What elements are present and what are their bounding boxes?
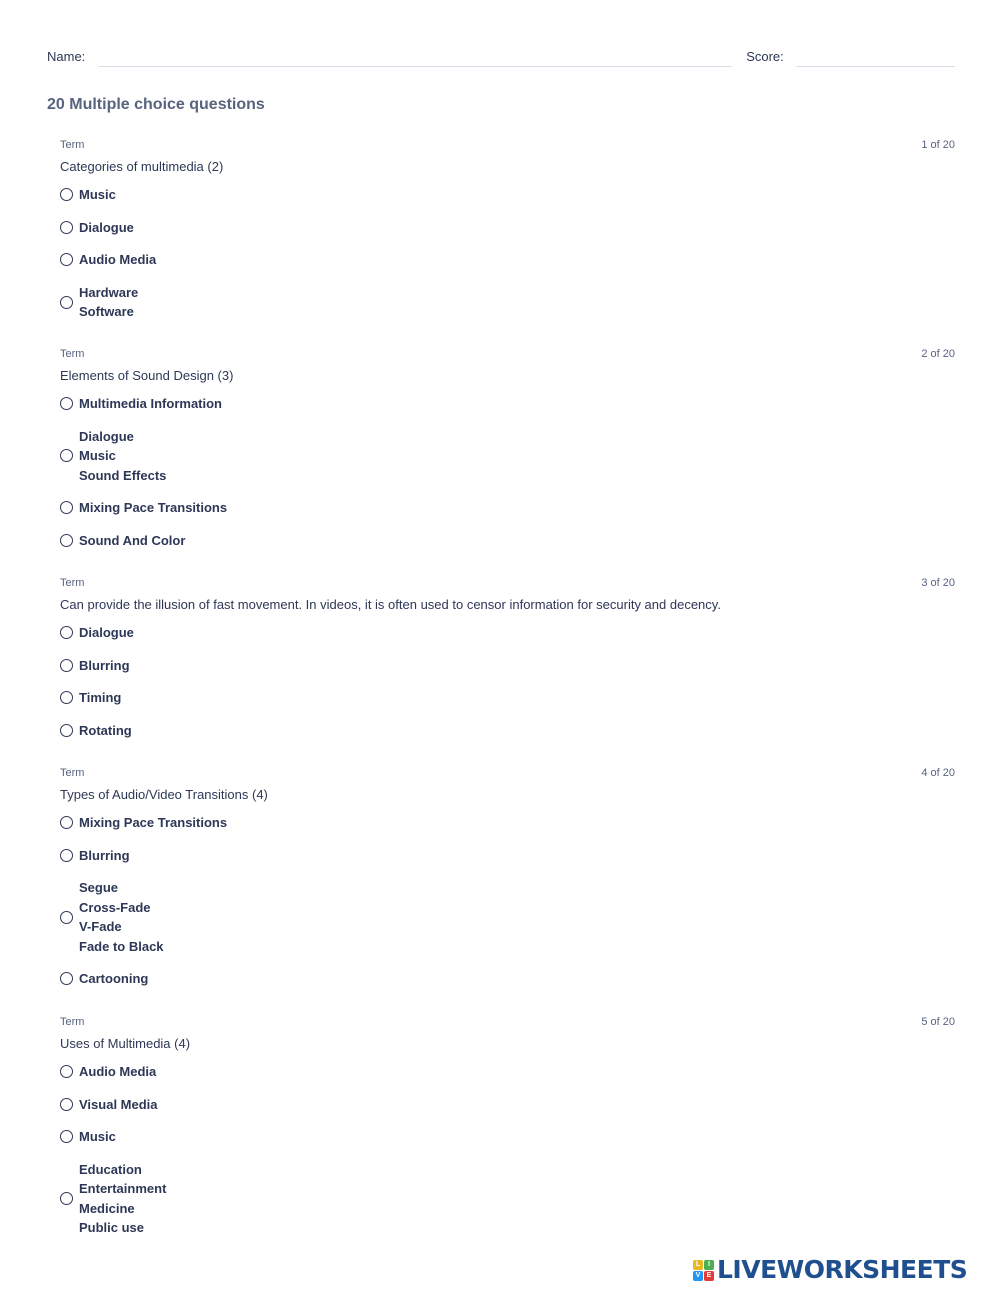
answer-options <box>60 1062 955 1238</box>
question-counter: 4 of 20 <box>921 767 955 779</box>
answer-option-line: Dialogue <box>79 219 134 235</box>
question-text: Can provide the illusion of fast movement. In videos, it is often used to censor information for security and decency. <box>60 597 721 612</box>
name-field[interactable] <box>99 48 732 67</box>
liveworksheets-logo <box>693 1255 967 1285</box>
radio-button-icon[interactable] <box>60 626 73 639</box>
answer-options <box>60 394 955 550</box>
section-title: 20 Multiple choice questions <box>47 96 265 113</box>
answer-option-label <box>79 1127 116 1147</box>
score-label: Score: <box>746 49 784 64</box>
radio-button-icon[interactable] <box>60 1130 73 1143</box>
answer-option-label <box>79 656 130 676</box>
answer-option[interactable] <box>60 1062 955 1082</box>
logo-mark-square: V <box>693 1271 703 1281</box>
answer-option-line: Software <box>79 304 134 319</box>
logo-mark-square: I <box>704 1260 714 1270</box>
radio-button-icon[interactable] <box>60 691 73 704</box>
answer-option-line: Multimedia Information <box>79 396 222 411</box>
answer-option-label <box>79 218 134 238</box>
question-4 <box>60 765 955 1002</box>
question-counter: 5 of 20 <box>921 1016 955 1028</box>
answer-option[interactable] <box>60 185 955 205</box>
radio-button-icon[interactable] <box>60 501 73 514</box>
answer-option-line: Segue <box>79 880 119 895</box>
answer-option[interactable] <box>60 498 955 518</box>
answer-option[interactable] <box>60 688 955 708</box>
answer-option-label <box>79 498 227 518</box>
question-header <box>60 765 955 781</box>
answer-option-label <box>79 427 166 486</box>
answer-option-line: Cartooning <box>79 971 149 986</box>
answer-option[interactable] <box>60 813 955 833</box>
answer-option-label <box>79 250 156 270</box>
name-label: Name: <box>47 49 86 64</box>
radio-button-icon[interactable] <box>60 816 73 829</box>
answer-option-label <box>79 688 121 708</box>
answer-option-label <box>79 623 134 643</box>
answer-option-label <box>79 394 222 414</box>
question-text: Types of Audio/Video Transitions (4) <box>60 787 268 802</box>
answer-option[interactable] <box>60 623 955 643</box>
radio-button-icon[interactable] <box>60 449 73 462</box>
answer-option-label <box>79 969 148 989</box>
question-counter: 2 of 20 <box>921 348 955 360</box>
answer-option[interactable] <box>60 218 955 238</box>
radio-button-icon[interactable] <box>60 1192 73 1205</box>
answer-option-line: Dialogue <box>79 625 134 640</box>
question-2 <box>60 346 955 563</box>
answer-option-label <box>79 813 227 833</box>
radio-button-icon[interactable] <box>60 221 73 234</box>
answer-option-line: Music <box>79 448 116 463</box>
radio-button-icon[interactable] <box>60 724 73 737</box>
answer-option[interactable] <box>60 394 955 414</box>
answer-option-label <box>79 1062 156 1082</box>
answer-option-label <box>79 185 116 205</box>
question-text: Elements of Sound Design (3) <box>60 368 234 383</box>
answer-option-label <box>79 1095 158 1115</box>
question-kind-label: Term <box>60 1016 85 1028</box>
question-header <box>60 1014 955 1030</box>
answer-option-line: Dialogue <box>79 428 134 444</box>
answer-option-line: Timing <box>79 690 122 705</box>
answer-option-line: Audio Media <box>79 1064 157 1079</box>
answer-option-line: Music <box>79 187 116 202</box>
answer-option[interactable] <box>60 846 955 866</box>
logo-text: LIVEWORKSHEETS <box>717 1255 968 1284</box>
answer-option-line: Fade to Black <box>79 938 164 954</box>
question-kind-label: Term <box>60 348 85 360</box>
question-header <box>60 137 955 153</box>
answer-option-label <box>79 531 185 551</box>
question-1 <box>60 137 955 335</box>
radio-button-icon[interactable] <box>60 659 73 672</box>
question-kind-label: Term <box>60 139 85 151</box>
radio-button-icon[interactable] <box>60 1065 73 1078</box>
radio-button-icon[interactable] <box>60 972 73 985</box>
radio-button-icon[interactable] <box>60 296 73 309</box>
question-text: Categories of multimedia (2) <box>60 159 224 174</box>
radio-button-icon[interactable] <box>60 397 73 410</box>
answer-option-label <box>79 878 164 956</box>
question-text: Uses of Multimedia (4) <box>60 1036 191 1051</box>
radio-button-icon[interactable] <box>60 253 73 266</box>
question-kind-label: Term <box>60 577 85 589</box>
answer-option-line: Blurring <box>79 847 130 863</box>
answer-option-label <box>79 1160 166 1238</box>
answer-option[interactable] <box>60 969 955 989</box>
answer-option-label <box>79 846 130 866</box>
answer-option-line: Visual Media <box>79 1096 158 1112</box>
answer-option-line: Public use <box>79 1220 145 1235</box>
answer-option[interactable] <box>60 721 955 741</box>
answer-option-label <box>79 721 132 741</box>
answer-option-line: Cross-Fade <box>79 899 151 915</box>
radio-button-icon[interactable] <box>60 911 73 924</box>
answer-option[interactable] <box>60 878 955 956</box>
score-field[interactable] <box>796 48 955 67</box>
answer-option-line: Blurring <box>79 657 130 673</box>
logo-mark-square: L <box>693 1260 703 1270</box>
question-counter: 3 of 20 <box>921 577 955 589</box>
logo-mark-square: E <box>704 1271 714 1281</box>
answer-options <box>60 813 955 989</box>
worksheet-header <box>47 48 955 70</box>
answer-option-line: Mixing Pace Transitions <box>79 815 228 830</box>
answer-option-line: Hardware <box>79 284 139 300</box>
answer-option[interactable] <box>60 656 955 676</box>
answer-option-line: Sound Effects <box>79 467 167 483</box>
answer-option-line: Mixing Pace Transitions <box>79 500 228 515</box>
answer-option-label <box>79 283 138 322</box>
answer-option[interactable] <box>60 283 955 322</box>
answer-option[interactable] <box>60 250 955 270</box>
question-header <box>60 575 955 591</box>
answer-options <box>60 185 955 322</box>
radio-button-icon[interactable] <box>60 1098 73 1111</box>
answer-option-line: V-Fade <box>79 919 122 934</box>
logo-mark-icon <box>693 1260 714 1281</box>
radio-button-icon[interactable] <box>60 849 73 862</box>
answer-option-line: Audio Media <box>79 252 157 267</box>
answer-option[interactable] <box>60 531 955 551</box>
answer-option[interactable] <box>60 1095 955 1115</box>
answer-option[interactable] <box>60 1160 955 1238</box>
question-5 <box>60 1014 955 1251</box>
answer-option-line: Education <box>79 1161 142 1177</box>
question-counter: 1 of 20 <box>921 139 955 151</box>
question-kind-label: Term <box>60 767 85 779</box>
radio-button-icon[interactable] <box>60 188 73 201</box>
radio-button-icon[interactable] <box>60 534 73 547</box>
answer-option-line: Rotating <box>79 722 132 738</box>
answer-option-line: Medicine <box>79 1200 135 1216</box>
question-header <box>60 346 955 362</box>
answer-option[interactable] <box>60 1127 955 1147</box>
answer-option[interactable] <box>60 427 955 486</box>
answer-option-line: Music <box>79 1129 116 1144</box>
answer-options <box>60 623 955 740</box>
answer-option-line: Entertainment <box>79 1181 167 1196</box>
question-3 <box>60 575 955 753</box>
answer-option-line: Sound And Color <box>79 532 186 548</box>
